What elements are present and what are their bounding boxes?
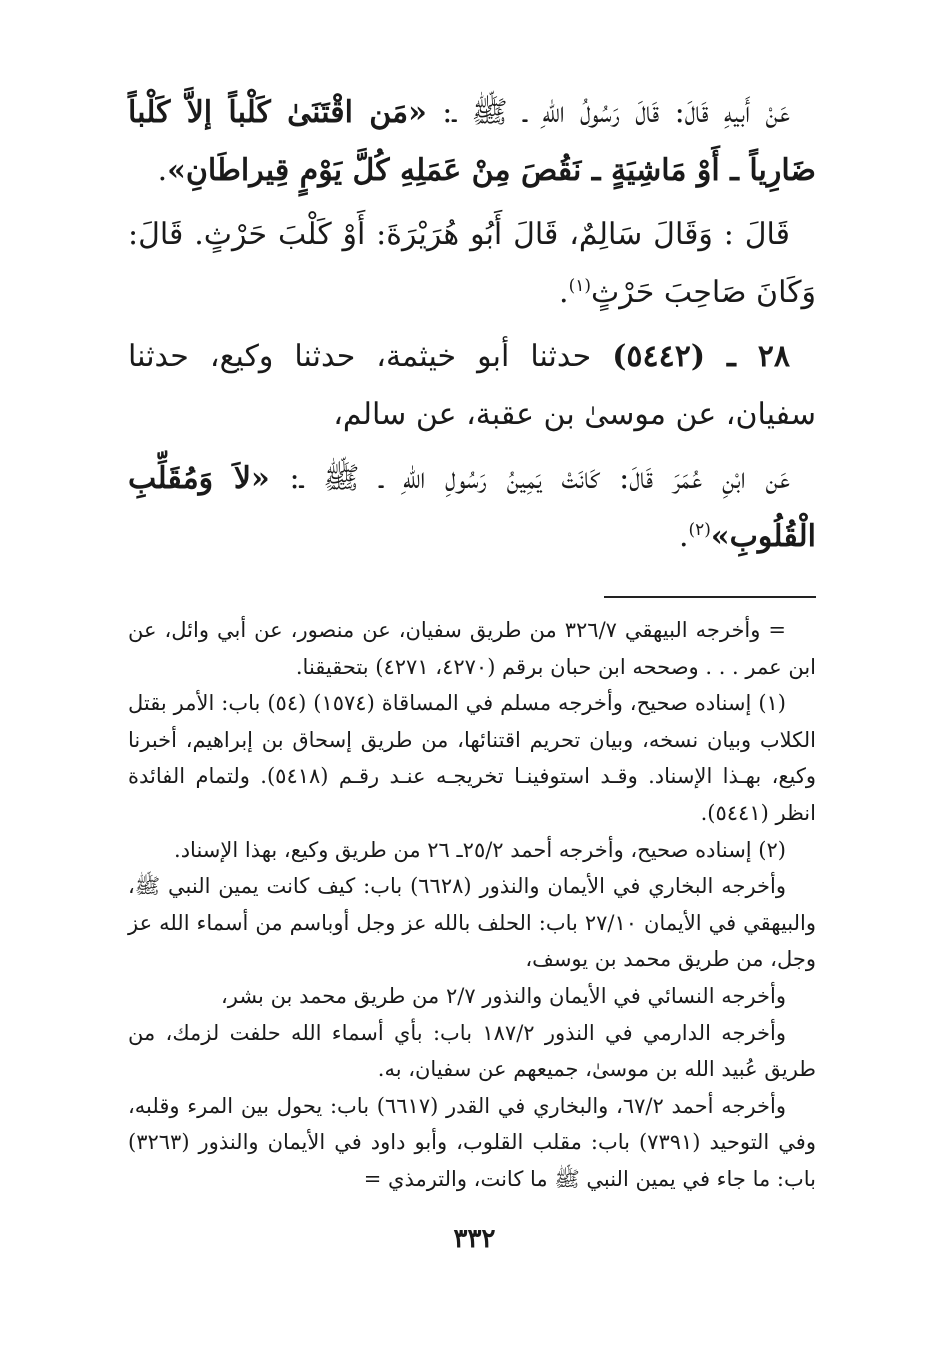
hadith-number: ٢٨ ـ (٥٤٤٢) xyxy=(612,339,791,374)
footnote-2-bukhari: وأخرجه البخاري في الأيمان والنذور (٦٦٢٨) باب: كيف كانت يمين النبي ﷺ، والبيهقي في الأيمان ٢٧/١٠ باب: الحلف بالله عز وجل أوباسم من أسماء الله عز وجل، من طريق محمد بن يوسف، xyxy=(128,874,816,972)
footnote-continued: = وأخرجه البيهقي ٣٢٦/٧ من طريق سفيان، عن منصور، عن أبي وائل، عن ابن عمر . . . وصححه ابن حبان برقم (٤٢٧٠، ٤٢٧١) بتحقيقنا. xyxy=(128,618,816,679)
main-text xyxy=(128,84,816,566)
hadith-quote: «مَن اقْتَنَىٰ كَلْباً إلاَّ كَلْباً ضَارِياً ـ أَوْ مَاشِيَةٍ ـ نَقُصَ مِنْ عَمَلِهِ كُلَّ يَوْمٍ قِيراطَانِ» xyxy=(128,95,816,188)
footnotes xyxy=(128,612,816,1198)
page xyxy=(128,84,816,1198)
footnote-1: (١) إسناده صحيح، وأخرجه مسلم في المساقاة (١٥٧٤) (٥٤) باب: الأمر بقتل الكلاب وبيان نسخه، وبيان تحريم اقتنائها، من طريق إسحاق بن إبراهيم، أخبرنا وكيع، بهـذا الإسناد. وقـد استوفينـا تخريجـه عنـد رقـم (٥٤١٨). ولتمام الفائدة انظر (٥٤٤١). xyxy=(128,691,816,825)
footnote-ref-1: (١) xyxy=(568,276,592,296)
page-number: ٣٣٢ xyxy=(453,1224,496,1254)
footnote-2: (٢) إسناده صحيح، وأخرجه أحمد ٢٥/٢ـ ٢٦ من طريق وكيع، بهذا الإسناد. xyxy=(174,837,786,862)
paragraph-4: عَن ابْنِ عُمَرَ قَالَ: كَانَتْ يَمِينُ رَسُولِ اللهِ ـ ﷺ ـ: «لاَ وَمُقَلِّبِ الْقُلُوبِ»$^{(٢)}$. xyxy=(128,461,816,554)
hadith-quote-2: «لاَ وَمُقَلِّبِ الْقُلُوبِ» xyxy=(128,461,816,554)
footnote-ref-2: (٢) xyxy=(688,520,711,540)
paragraph-1: عَنْ أَبيهِ قَالَ: قَالَ رَسُولُ اللهِ ـ ﷺ ـ: «مَن اقْتَنَىٰ كَلْباً إلاَّ كَلْباً ضَارِياً ـ أَوْ مَاشِيَةٍ ـ نَقُصَ مِنْ عَمَلِهِ كُلَّ يَوْمٍ قِيراطَانِ». xyxy=(128,95,816,188)
isnad-text: حدثنا أبو خيثمة، حدثنا وكيع، حدثنا سفيان، عن موسىٰ بن عقبة، عن سالم، xyxy=(128,339,816,432)
footnote-2-ahmad: وأخرجه أحمد ٦٧/٢، والبخاري في القدر (٦٦١٧) باب: يحول بين المرء وقلبه، وفي التوحيد (٧٣٩١) باب: مقلب القلوب، وأبو داود في الأيمان والنذور (٣٢٦٣) باب: ما جاء في يمين النبي ﷺ ما كانت، والترمذي = xyxy=(128,1093,816,1191)
footnote-divider xyxy=(604,596,816,598)
paragraph-3 xyxy=(128,328,816,444)
paragraph-2: قَالَ : وَقَالَ سَالِمٌ، قَالَ أَبُو هُرَيْرَةَ: أَوْ كَلْبَ حَرْثٍ. قَالَ: وَكَانَ صَاحِبَ حَرْثٍ$^{(١)}$. xyxy=(128,217,816,310)
narration-intro: عَنْ أَبيهِ قَالَ: قَالَ رَسُولُ اللهِ ـ ﷺ ـ: xyxy=(426,95,790,130)
footnote-2-darimi: وأخرجه الدارمي في النذور ١٨٧/٢ باب: بأي أسماء الله حلفت لزمك، من طريق عُبيد الله بن موسىٰ، جميعهم عن سفيان، به. xyxy=(128,1020,816,1082)
footnote-2-nasai: وأخرجه النسائي في الأيمان والنذور ٢/٧ من طريق محمد بن بشر، xyxy=(220,983,786,1008)
